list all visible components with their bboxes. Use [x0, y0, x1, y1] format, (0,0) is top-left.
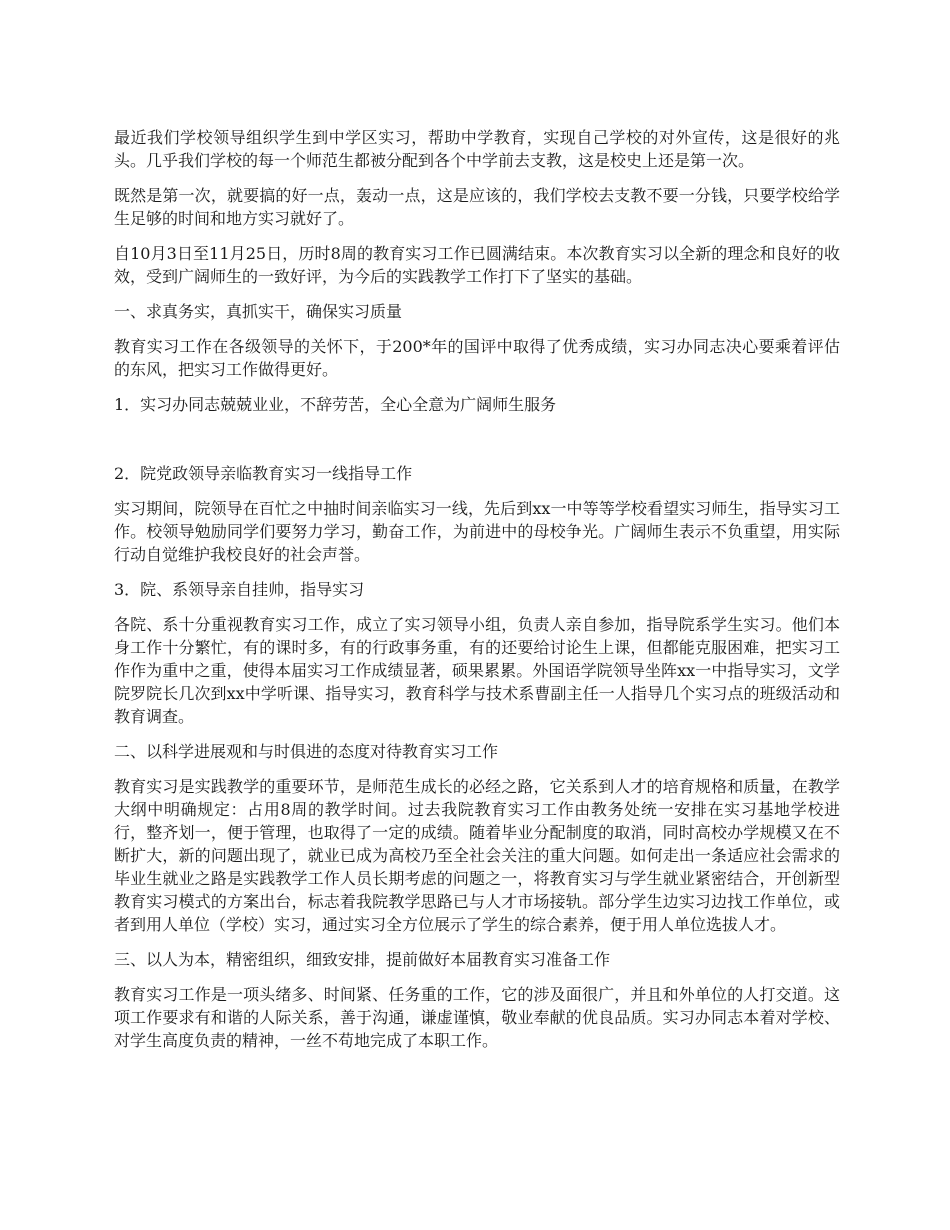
subheading-1: 1．实习办同志兢兢业业，不辞劳苦，全心全意为广阔师生服务: [114, 395, 557, 414]
paragraph-section-1: 教育实习工作在各级领导的关怀下，于200*年的国评中取得了优秀成绩，实习办同志决心要乘着评估的东风，把实习工作做得更好。: [114, 337, 840, 379]
document-body: [114, 126, 840, 1064]
section-heading-3: 三、以人为本，精密组织，细致安排，提前做好本届教育实习准备工作: [114, 950, 611, 969]
paragraph-summary: 自10月3日至11月25日，历时8周的教育实习工作已圆满结束。本次教育实习以全新的理念和良好的收效，受到广阔师生的一致好评，为今后的实践教学工作打下了坚实的基础。: [114, 244, 840, 286]
paragraph-intro-2: 既然是第一次，就要搞的好一点，轰动一点，这是应该的，我们学校去支教不要一分钱，只要学校给学生足够的时间和地方实习就好了。: [114, 186, 840, 228]
subheading-2: 2．院党政领导亲临教育实习一线指导工作: [114, 464, 413, 483]
subheading-3: 3．院、系领导亲自挂帅，指导实习: [114, 580, 365, 599]
paragraph-subsection-2: 实习期间，院领导在百忙之中抽时间亲临实习一线，先后到xx一中等等学校看望实习师生，指导实习工作。校领导勉励同学们要努力学习，勤奋工作，为前进中的母校争光。广阔师生表示不负重望，用实际行动自觉维护我校良好的社会声誉。: [114, 499, 840, 564]
paragraph-section-3: 教育实习工作是一项头绪多、时间紧、任务重的工作，它的涉及面很广，并且和外单位的人打交道。这项工作要求有和谐的人际关系，善于沟通，谦虚谨慎，敬业奉献的优良品质。实习办同志本着对学校、对学生高度负责的精神，一丝不苟地完成了本职工作。: [114, 985, 840, 1050]
section-heading-1: 一、求真务实，真抓实干，确保实习质量: [114, 302, 403, 321]
section-heading-2: 二、以科学进展观和与时俱进的态度对待教育实习工作: [114, 742, 499, 761]
paragraph-intro-1: 最近我们学校领导组织学生到中学区实习，帮助中学教育，实现自己学校的对外宣传，这是很好的兆头。几乎我们学校的每一个师范生都被分配到各个中学前去支教，这是校史上还是第一次。: [114, 128, 840, 170]
paragraph-section-2: 教育实习是实践教学的重要环节，是师范生成长的必经之路，它关系到人才的培育规格和质量，在教学大纲中明确规定：占用8周的教学时间。过去我院教育实习工作由教务处统一安排在实习基地学校进行，整齐划一，便于管理，也取得了一定的成绩。随着毕业分配制度的取消，同时高校办学规模又在不断扩大，新的问题出现了，就业已成为高校乃至全社会关注的重大问题。如何走出一条适应社会需求的毕业生就业之路是实践教学工作人员长期考虑的问题之一，将教育实习与学生就业紧密结合，开创新型教育实习模式的方案出台，标志着我院教学思路已与人才市场接轨。部分学生边实习边找工作单位，或者到用人单位（学校）实习，通过实习全方位展示了学生的综合素养，便于用人单位选拔人才。: [114, 777, 840, 934]
paragraph-subsection-3: 各院、系十分重视教育实习工作，成立了实习领导小组，负责人亲自参加，指导院系学生实习。他们本身工作十分繁忙，有的课时多，有的行政事务重，有的还要给讨论生上课，但都能克服困难，把实习工作作为重中之重，使得本届实习工作成绩显著，硕果累累。外国语学院领导坐阵xx一中指导实习，文学院罗院长几次到xx中学听课、指导实习，教育科学与技术系曹副主任一人指导几个实习点的班级活动和教育调查。: [114, 615, 840, 726]
